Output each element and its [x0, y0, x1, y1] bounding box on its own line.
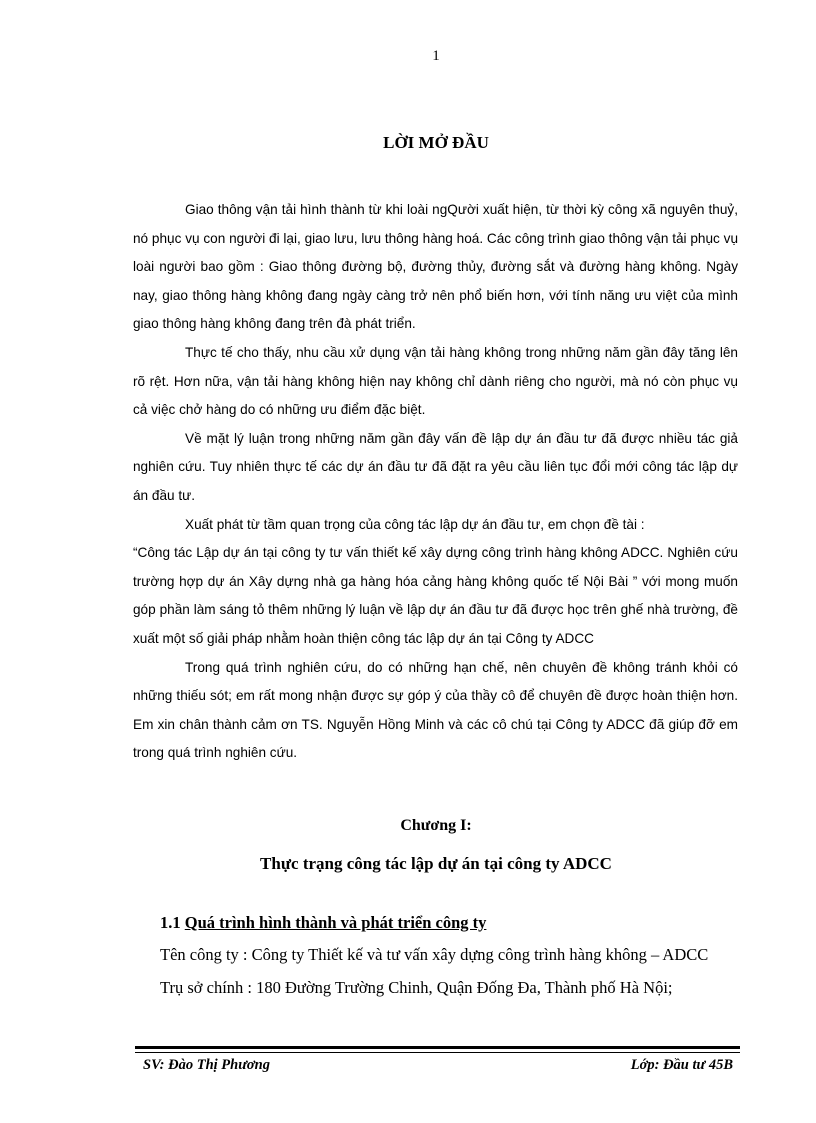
section-number: 1.1 — [160, 913, 181, 932]
paragraph: Thực tế cho thấy, nhu cầu xử dụng vận tải hàng không trong những năm gần đây tăng lên rõ rệt. Hơn nữa, vận tải hàng không hiện nay không chỉ dành riêng cho người, mà nó còn phục vụ cả việc chở hàng do có những ưu điểm đặc biệt. — [133, 344, 738, 418]
chapter-label: Chương I: — [400, 817, 472, 834]
paragraph-topic: “Công tác Lập dự án tại công ty tư vấn thiết kế xây dựng công trình hàng không ADCC. Nghiên cứu trường hợp dự án Xây dựng nhà ga hàng hóa cảng hàng không quốc tế Nội Bài ” với mong muốn góp phần làm sáng tỏ thêm những lý luận về lập dự án đầu tư đã được học trên ghế nhà trường, đề xuất một số giải pháp nhằm hoàn thiện công tác lập dự án tại Công ty ADCC — [133, 545, 738, 646]
section-heading — [160, 913, 486, 933]
paragraph: Xuất phát từ tầm quan trọng của công tác lập dự án đầu tư, em chọn đề tài : — [185, 516, 645, 532]
introduction-body — [133, 196, 738, 768]
footer-student: SV: Đào Thị Phương — [143, 1057, 270, 1073]
footer-divider — [135, 1046, 740, 1053]
company-name-line: Tên công ty : Công ty Thiết kế và tư vấn xây dựng công trình hàng không – ADCC — [160, 945, 709, 964]
page-title: LỜI MỞ ĐẦU — [383, 133, 489, 152]
page-number: 1 — [432, 48, 440, 64]
paragraph: Giao thông vận tải hình thành từ khi loài ngQười xuất hiện, từ thời kỳ công xã nguyên thuỷ, nó phục vụ con người đi lại, giao lưu, lưu thông hàng hoá. Các công trình giao thông vận tải phục vụ loài người bao gồm : Giao thông đường bộ, đường thủy, đường sắt và đường hàng không. Ngày nay, giao thông hàng không đang ngày càng trở nên phổ biến hơn, với tính năng ưu việt của mình giao thông hàng không đang trên đà phát triển. — [133, 202, 738, 332]
paragraph: Về mặt lý luận trong những năm gần đây vấn đề lập dự án đầu tư đã được nhiều tác giả nghiên cứu. Tuy nhiên thực tế các dự án đầu tư đã đặt ra yêu cầu liên tục đổi mới công tác lập dự án đầu tư. — [133, 430, 738, 503]
footer-class: Lớp: Đầu tư 45B — [630, 1057, 733, 1073]
chapter-title: Thực trạng công tác lập dự án tại công ty ADCC — [260, 854, 612, 873]
section-title: Quá trình hình thành và phát triển công ty — [184, 913, 487, 932]
company-address-line: Trụ sở chính : 180 Đường Trường Chinh, Quận Đống Đa, Thành phố Hà Nội; — [160, 978, 673, 997]
paragraph: Trong quá trình nghiên cứu, do có những hạn chế, nên chuyên đề không tránh khỏi có những thiếu sót; em rất mong nhận được sự góp ý của thầy cô để chuyên đề được hoàn thiện hơn. Em xin chân thành cảm ơn TS. Nguyễn Hồng Minh và các cô chú tại Công ty ADCC đã giúp đỡ em trong quá trình nghiên cứu. — [133, 659, 738, 761]
